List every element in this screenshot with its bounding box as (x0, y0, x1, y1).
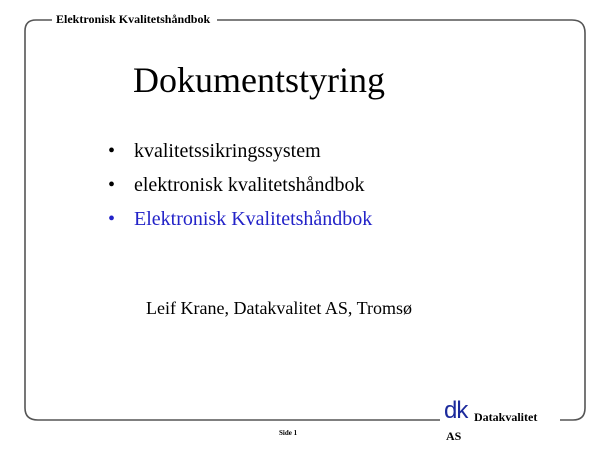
bullet-icon: • (108, 208, 116, 230)
bullet-item-highlighted[interactable] (108, 202, 372, 236)
bullet-link-text[interactable]: Elektronisk Kvalitetshåndbok (134, 208, 373, 230)
bullet-list (108, 134, 372, 236)
bullet-item (108, 168, 372, 202)
slide-title: Dokumentstyring (133, 60, 385, 100)
logo-mark: dk (444, 397, 468, 424)
bullet-text: elektronisk kvalitetshåndbok (134, 174, 365, 196)
author-line: Leif Krane, Datakvalitet AS, Tromsø (146, 298, 412, 318)
bullet-text: kvalitetssikringssystem (134, 140, 321, 162)
bullet-icon: • (108, 174, 116, 196)
logo-suffix: AS (446, 429, 462, 443)
page-number: Side 1 (279, 429, 298, 437)
logo-name: Datakvalitet (474, 410, 538, 424)
company-logo (444, 398, 564, 446)
header-title: Elektronisk Kvalitetshåndbok (56, 12, 211, 26)
bullet-icon: • (108, 140, 116, 162)
bullet-item (108, 134, 372, 168)
